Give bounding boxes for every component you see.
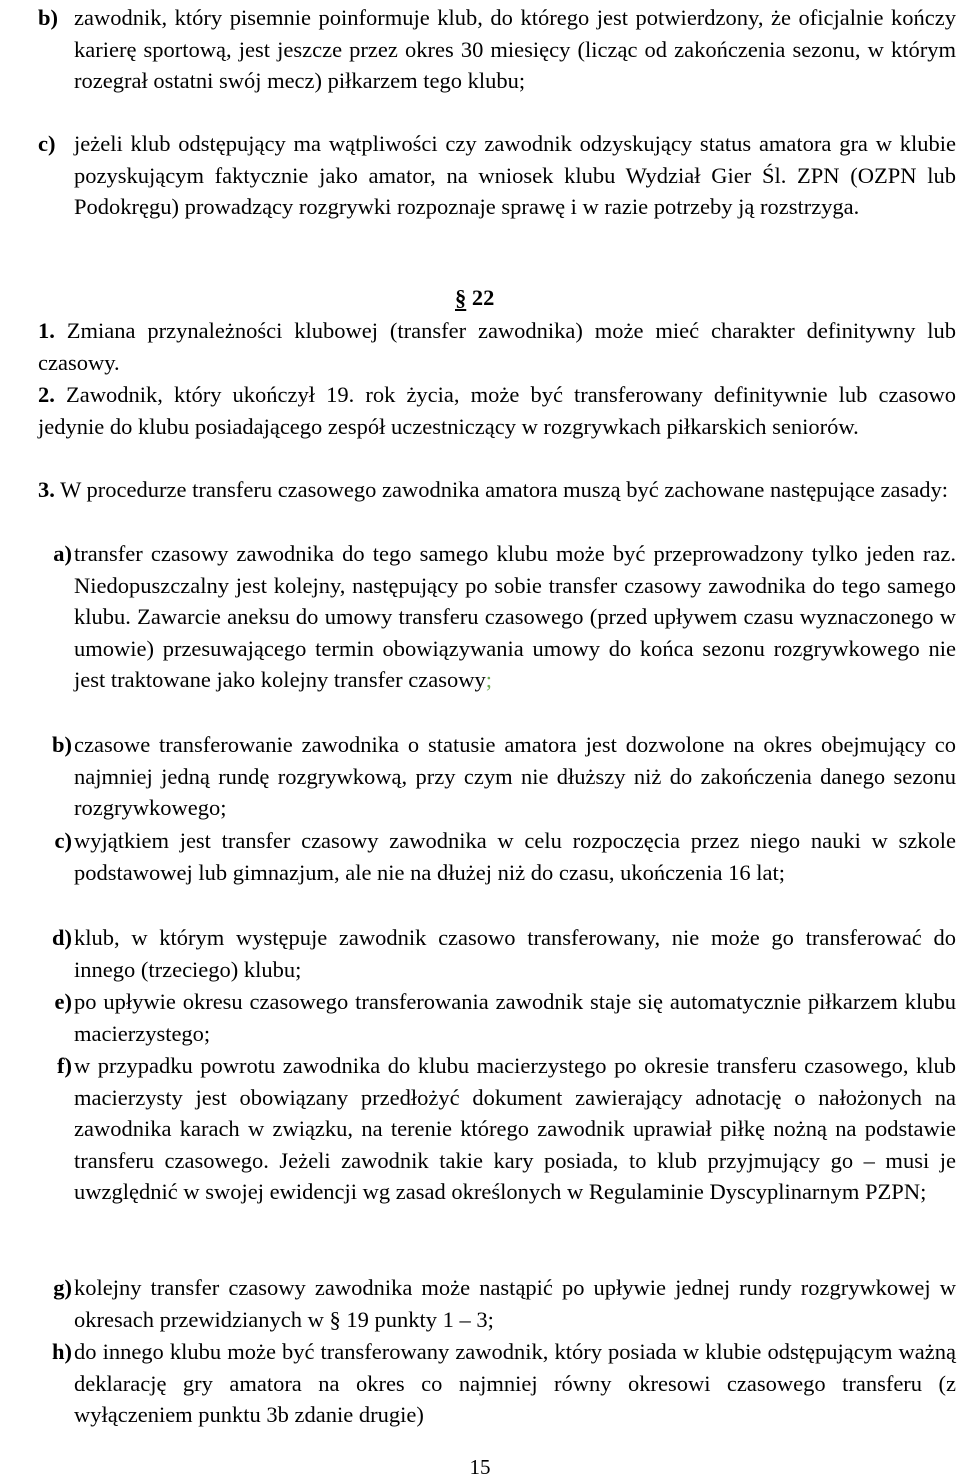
item-text: czasowe transferowanie zawodnika o statusie amatora jest dozwolone na okres obejmujący co najmniej jedną rundę rozgrywkową, przy czym nie dłuższy niż do zakończenia danego sezonu rozgrywkowego; <box>74 732 956 820</box>
item-label: a) <box>53 541 72 566</box>
item-text: zawodnik, który pisemnie poinformuje klub, do którego jest potwierdzony, że oficjalnie kończy karierę sportową, jest jeszcze przez okres 30 miesięcy (licząc od zakończenia sezonu, w którym rozegrał ostatni swój mecz) piłkarzem tego klubu; <box>74 5 956 93</box>
section-number: 3. <box>38 477 55 502</box>
section-number: 2. <box>38 382 55 407</box>
section-text: Zawodnik, który ukończył 19. rok życia, może być transferowany definitywnie lub czasowo jedynie do klubu posiadającego zespół uczestniczący w rozgrywkach piłkarskich seniorów. <box>38 382 956 439</box>
item-label: b) <box>38 5 59 30</box>
item-text: po upływie okresu czasowego transferowania zawodnik staje się automatycznie piłkarzem klubu macierzystego; <box>74 989 956 1046</box>
item-text: wyjątkiem jest transfer czasowy zawodnika w celu rozpoczęcia przez niego nauki w szkole podstawowej lub gimnazjum, ale nie na dłużej niż do czasu, ukończenia 16 lat; <box>74 828 956 885</box>
item-label: d) <box>51 925 72 950</box>
item-label: b) <box>51 732 72 757</box>
item-text-tail: ; <box>485 667 492 692</box>
list-item-b-top <box>38 2 956 97</box>
section-2 <box>38 379 956 442</box>
item-text-wrap <box>74 538 956 696</box>
paragraph-sign: § <box>455 285 467 310</box>
item-label: c) <box>38 131 56 156</box>
item-label: e) <box>54 989 72 1014</box>
item-text: do innego klubu może być transferowany zawodnik, który posiada w klubie odstępującym ważną deklarację gry amatora na okres co najmniej równy okresowi czasowego transferu (z wyłączeniem punktu 3b zdanie drugie) <box>74 1339 956 1427</box>
sub-item-g <box>38 1272 956 1335</box>
paragraph-number: 22 <box>471 285 495 310</box>
paragraph-title <box>455 282 494 314</box>
section-number: 1. <box>38 318 55 343</box>
item-label: h) <box>51 1339 72 1364</box>
sub-item-b <box>38 729 956 824</box>
item-text: kolejny transfer czasowy zawodnika może nastąpić po upływie jednej rundy rozgrywkowej w okresach przewidzianych w § 19 punkty 1 – 3; <box>74 1275 956 1332</box>
sub-item-f <box>38 1050 956 1208</box>
item-label: c) <box>54 828 72 853</box>
list-item-c-top <box>38 128 956 223</box>
section-text: Zmiana przynależności klubowej (transfer zawodnika) może mieć charakter definitywny lub czasowy. <box>38 318 956 375</box>
item-label: f) <box>57 1053 72 1078</box>
item-text: transfer czasowy zawodnika do tego samego klubu może być przeprowadzony tylko jeden raz. Niedopuszczalny jest kolejny, następujący po sobie transfer czasowy zawodnika do tego samego klubu. Zawarcie aneksu do umowy transferu czasowego (przed upływem czasu wyznaczonego w umowie) przesuwającego termin obowiązywania umowy do końca sezonu rozgrywkowego nie jest traktowane jako kolejny transfer czasowy <box>74 541 956 692</box>
sub-item-e <box>38 986 956 1049</box>
item-text: klub, w którym występuje zawodnik czasowo transferowany, nie może go transferować do innego (trzeciego) klubu; <box>74 925 956 982</box>
sub-item-h <box>38 1336 956 1431</box>
item-label: g) <box>53 1275 72 1300</box>
item-text: jeżeli klub odstępujący ma wątpliwości czy zawodnik odzyskujący status amatora gra w klubie pozyskującym faktycznie jako amator, na wniosek klubu Wydział Gier Śl. ZPN (OZPN lub Podokręgu) prowadzący rozgrywki rozpoznaje sprawę i w razie potrzeby ją rozstrzyga. <box>74 131 956 219</box>
page-number: 15 <box>469 1455 491 1479</box>
sub-item-a <box>38 538 956 696</box>
section-text: W procedurze transferu czasowego zawodnika amatora muszą być zachowane następujące zasady: <box>60 477 948 502</box>
item-text: w przypadku powrotu zawodnika do klubu macierzystego po okresie transferu czasowego, klub macierzysty jest obowiązany przedłożyć dokument zawierający adnotację o nałożonych na zawodnika karach w związku, na terenie którego zawodnik uprawiał piłkę nożną na podstawie transferu czasowego. Jeżeli zawodnik takie kary posiada, to klub przyjmujący go – musi je uwzględnić w swojej ewidencji wg zasad określonych w Regulaminie Dyscyplinarnym PZPN; <box>74 1053 956 1204</box>
section-1 <box>38 315 956 378</box>
sub-item-c <box>38 825 956 888</box>
section-3 <box>38 474 956 506</box>
sub-item-d <box>38 922 956 985</box>
